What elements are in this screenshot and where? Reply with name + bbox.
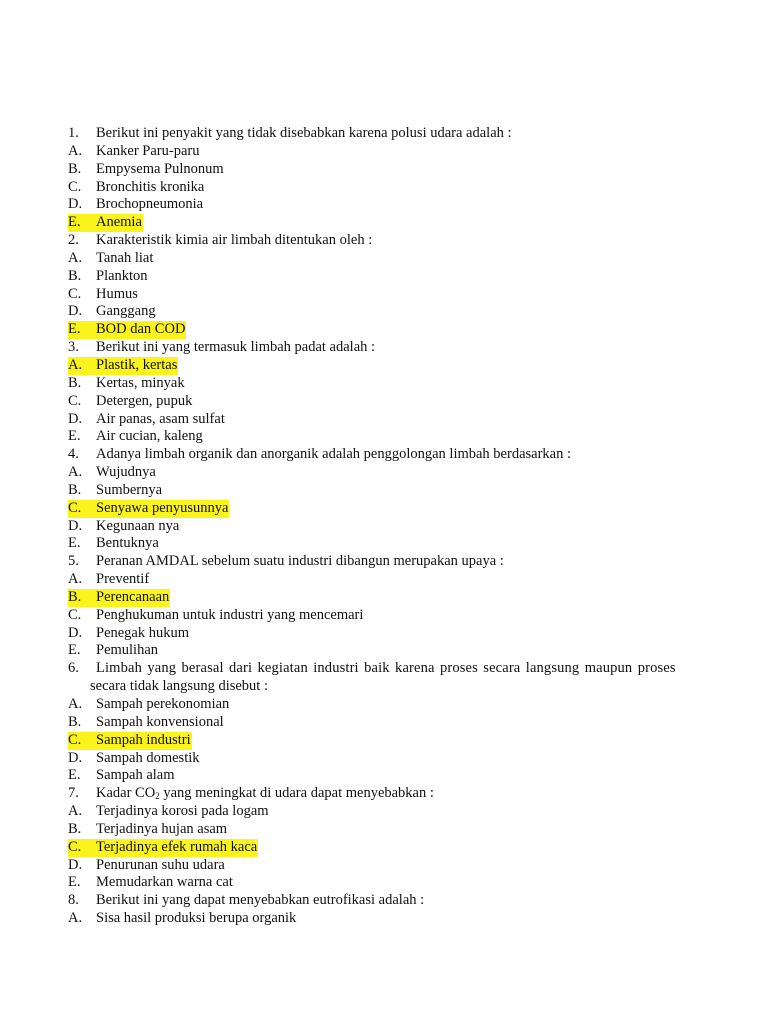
option bbox=[68, 161, 708, 179]
option bbox=[68, 535, 708, 553]
option-label: C. bbox=[68, 392, 82, 409]
option-text: Sampah perekonomian bbox=[96, 696, 230, 712]
option-label: A. bbox=[68, 142, 83, 159]
option bbox=[68, 375, 708, 393]
option-label: A. bbox=[68, 356, 83, 373]
option-text: Plankton bbox=[96, 267, 148, 284]
option-text: Plastik, kertas bbox=[96, 356, 178, 373]
option bbox=[68, 625, 708, 643]
question-number: 3. bbox=[68, 339, 79, 356]
option-label: B. bbox=[68, 588, 82, 605]
option bbox=[68, 482, 708, 500]
option-label: D. bbox=[68, 517, 83, 534]
option-text: Brochopneumonia bbox=[96, 196, 204, 213]
option bbox=[68, 411, 708, 429]
option bbox=[68, 428, 708, 446]
option-text: Sampah alam bbox=[96, 767, 175, 784]
option-text: Terjadinya hujan asam bbox=[96, 820, 228, 837]
option-text: Perencanaan bbox=[96, 588, 170, 605]
option-label: E. bbox=[68, 428, 81, 445]
question-text bbox=[96, 785, 434, 801]
document-page bbox=[68, 125, 708, 928]
option-label: B. bbox=[68, 481, 82, 498]
option-text: Tanah liat bbox=[96, 249, 154, 266]
question-text-part: Kadar CO bbox=[96, 785, 156, 802]
option-text: Empysema Pulnonum bbox=[96, 160, 224, 177]
option-text: Sisa hasil produksi berupa organik bbox=[96, 910, 297, 927]
option-label: E. bbox=[68, 874, 81, 891]
option-label: D. bbox=[68, 196, 83, 213]
option-label: E. bbox=[68, 642, 81, 659]
option bbox=[68, 179, 708, 197]
question-number: 1. bbox=[68, 125, 79, 141]
question-text-continued: secara tidak langsung disebut : bbox=[90, 678, 268, 695]
option-text: Wujudnya bbox=[96, 464, 156, 481]
option-highlighted-answer bbox=[68, 589, 708, 607]
option bbox=[68, 196, 708, 214]
option-text: Anemia bbox=[96, 214, 142, 231]
question-number: 6. bbox=[68, 660, 79, 677]
option-text: Sampah industri bbox=[96, 731, 191, 748]
option-label: D. bbox=[68, 856, 83, 873]
option bbox=[68, 767, 708, 785]
option-label: D. bbox=[68, 624, 83, 641]
option-text: Senyawa penyusunnya bbox=[96, 499, 229, 516]
option-label: D. bbox=[68, 410, 83, 427]
question-6-continued bbox=[68, 678, 708, 696]
question-text-part: yang meningkat di udara dapat menyebabkan : bbox=[159, 785, 434, 802]
option-label: D. bbox=[68, 749, 83, 766]
option-text: Penurunan suhu udara bbox=[96, 856, 225, 873]
option-text: Ganggang bbox=[96, 303, 156, 320]
option-text: Air cucian, kaleng bbox=[96, 428, 203, 445]
question-2 bbox=[68, 232, 708, 250]
option-highlighted-answer bbox=[68, 732, 708, 750]
question-7 bbox=[68, 785, 708, 803]
option bbox=[68, 874, 708, 892]
question-8 bbox=[68, 892, 708, 910]
question-text: Karakteristik kimia air limbah ditentukan oleh : bbox=[96, 232, 373, 249]
option-highlighted-answer bbox=[68, 500, 708, 518]
question-text: Berikut ini yang termasuk limbah padat adalah : bbox=[96, 339, 376, 356]
option bbox=[68, 821, 708, 839]
option-label: C. bbox=[68, 838, 82, 855]
option-label: C. bbox=[68, 285, 82, 302]
option-label: B. bbox=[68, 267, 82, 284]
question-4 bbox=[68, 446, 708, 464]
question-3 bbox=[68, 339, 708, 357]
question-number: 7. bbox=[68, 785, 79, 802]
option-text: Kegunaan nya bbox=[96, 517, 180, 534]
question-text: Berikut ini penyakit yang tidak disebabkan karena polusi udara adalah : bbox=[96, 125, 512, 141]
option-text: Kertas, minyak bbox=[96, 374, 185, 391]
option-highlighted-answer bbox=[68, 357, 708, 375]
option bbox=[68, 857, 708, 875]
subscript: 2 bbox=[155, 791, 160, 802]
question-text: Berikut ini yang dapat menyebabkan eutrofikasi adalah : bbox=[96, 892, 425, 909]
option-text: Preventif bbox=[96, 571, 150, 588]
option-label: C. bbox=[68, 731, 82, 748]
option-label: E. bbox=[68, 321, 81, 338]
option bbox=[68, 250, 708, 268]
option-label: E. bbox=[68, 767, 81, 784]
option bbox=[68, 607, 708, 625]
option-highlighted-answer bbox=[68, 321, 708, 339]
question-number: 8. bbox=[68, 892, 79, 909]
option bbox=[68, 143, 708, 161]
option-text: Penegak hukum bbox=[96, 624, 190, 641]
question-6 bbox=[68, 660, 708, 678]
option-highlighted-answer bbox=[68, 214, 708, 232]
option-label: A. bbox=[68, 464, 83, 481]
option-label: E. bbox=[68, 214, 81, 231]
question-1 bbox=[68, 125, 708, 143]
option bbox=[68, 393, 708, 411]
option-label: D. bbox=[68, 303, 83, 320]
option-text: Sumbernya bbox=[96, 481, 163, 498]
option-label: A. bbox=[68, 803, 83, 820]
question-text: Limbah yang berasal dari kegiatan industri baik karena proses secara langsung maupun proses bbox=[96, 660, 676, 677]
option-text: Terjadinya efek rumah kaca bbox=[96, 838, 258, 855]
option bbox=[68, 518, 708, 536]
option-label: A. bbox=[68, 910, 83, 927]
option-text: Bentuknya bbox=[96, 535, 159, 552]
option bbox=[68, 642, 708, 660]
option-text: Sampah konvensional bbox=[96, 713, 224, 730]
option-text: Air panas, asam sulfat bbox=[96, 410, 225, 427]
option-text: BOD dan COD bbox=[96, 321, 186, 338]
option-text: Memudarkan warna cat bbox=[96, 874, 233, 891]
option-label: A. bbox=[68, 571, 83, 588]
question-5 bbox=[68, 553, 708, 571]
option bbox=[68, 303, 708, 321]
option bbox=[68, 571, 708, 589]
question-text: Adanya limbah organik dan anorganik adalah penggolongan limbah berdasarkan : bbox=[96, 446, 572, 463]
option-label: B. bbox=[68, 713, 82, 730]
option-label: B. bbox=[68, 374, 82, 391]
option-text: Humus bbox=[96, 285, 138, 302]
question-number: 4. bbox=[68, 446, 79, 463]
option-label: C. bbox=[68, 178, 82, 195]
question-number: 5. bbox=[68, 553, 79, 570]
option-text: Pemulihan bbox=[96, 642, 159, 659]
option-text: Sampah domestik bbox=[96, 749, 200, 766]
option-label: E. bbox=[68, 535, 81, 552]
option-text: Detergen, pupuk bbox=[96, 392, 193, 409]
option-text: Kanker Paru-paru bbox=[96, 142, 200, 159]
option bbox=[68, 803, 708, 821]
option bbox=[68, 464, 708, 482]
option-text: Terjadinya korosi pada logam bbox=[96, 803, 269, 820]
option-label: B. bbox=[68, 820, 82, 837]
option-label: A. bbox=[68, 696, 83, 712]
option-text: Bronchitis kronika bbox=[96, 178, 205, 195]
option-label: B. bbox=[68, 160, 82, 177]
option bbox=[68, 286, 708, 304]
option-label: C. bbox=[68, 606, 82, 623]
question-text: Peranan AMDAL sebelum suatu industri dibangun merupakan upaya : bbox=[96, 553, 504, 570]
option-label: C. bbox=[68, 499, 82, 516]
option bbox=[68, 750, 708, 768]
option-highlighted-answer bbox=[68, 839, 708, 857]
question-number: 2. bbox=[68, 232, 79, 249]
option bbox=[68, 268, 708, 286]
option bbox=[68, 910, 708, 928]
option-label: A. bbox=[68, 249, 83, 266]
option bbox=[68, 696, 708, 714]
option bbox=[68, 714, 708, 732]
option-text: Penghukuman untuk industri yang mencemari bbox=[96, 606, 364, 623]
